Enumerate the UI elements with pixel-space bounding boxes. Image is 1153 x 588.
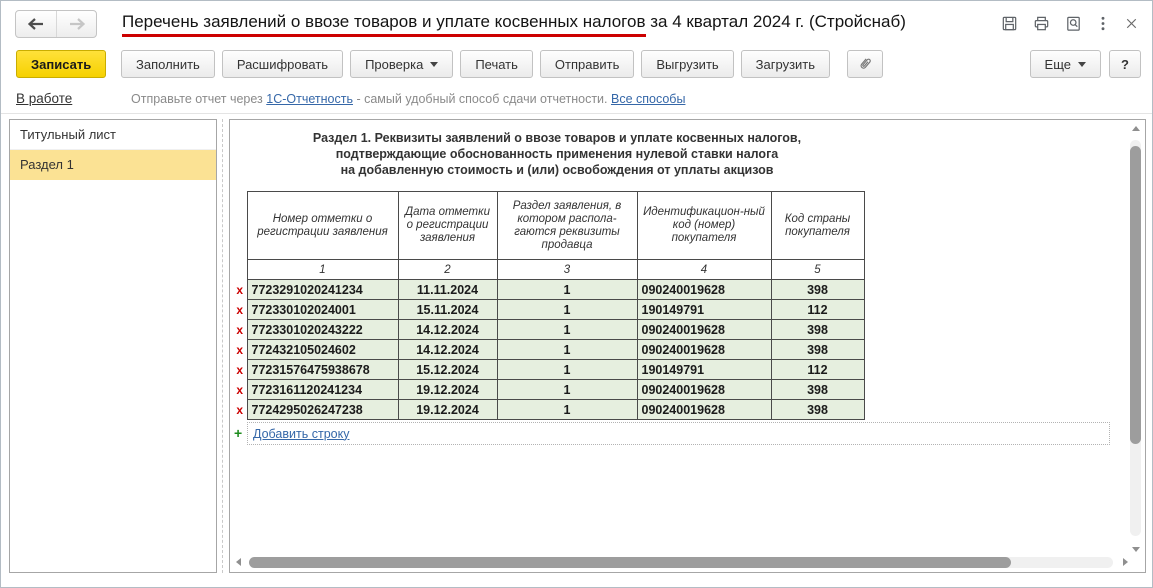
- col-number: 4: [637, 260, 771, 280]
- more-menu-button[interactable]: [1096, 14, 1110, 33]
- panel-splitter[interactable]: [222, 119, 223, 573]
- page-title: [122, 12, 906, 32]
- add-row-plus-icon: +: [234, 425, 243, 441]
- cell-country-code[interactable]: 112: [771, 360, 864, 380]
- cell-reg-date[interactable]: 15.12.2024: [398, 360, 497, 380]
- more-icon: [1096, 14, 1110, 33]
- toolbar-right: [1030, 50, 1141, 78]
- table-row: [233, 320, 864, 340]
- print-report-button[interactable]: Печать: [460, 50, 533, 78]
- table-row: [233, 360, 864, 380]
- forward-button[interactable]: [56, 11, 96, 37]
- table-row: [233, 400, 864, 420]
- sections-sidebar: [9, 119, 217, 573]
- save-document-button[interactable]: [1000, 14, 1019, 33]
- more-actions-label: Еще: [1044, 56, 1071, 72]
- scroll-left-arrow-icon[interactable]: [236, 558, 241, 566]
- col-header-section: Раздел заявления, в котором распола-гаются реквизиты продавца: [497, 192, 637, 260]
- table-header-row: [233, 192, 864, 260]
- close-window-button[interactable]: [1123, 15, 1140, 32]
- chevron-down-icon: [430, 62, 438, 67]
- cell-country-code[interactable]: 112: [771, 300, 864, 320]
- cell-reg-date[interactable]: 14.12.2024: [398, 340, 497, 360]
- cell-section[interactable]: 1: [497, 360, 637, 380]
- preview-icon: [1064, 14, 1083, 33]
- horizontal-scrollbar: [236, 556, 1128, 569]
- toolbar-buttons: [121, 50, 883, 78]
- cell-country-code[interactable]: 398: [771, 280, 864, 300]
- cell-reg-number[interactable]: 77231576475938678: [247, 360, 398, 380]
- check-button-label: Проверка: [365, 56, 424, 72]
- section-title-line1: Раздел 1. Реквизиты заявлений о ввозе товаров и уплате косвенных налогов,: [312, 131, 802, 145]
- chevron-down-icon: [1078, 62, 1086, 67]
- vertical-scroll-thumb[interactable]: [1130, 146, 1141, 444]
- cell-reg-number[interactable]: 7723291020241234: [247, 280, 398, 300]
- table-row: [233, 280, 864, 300]
- cell-buyer-id[interactable]: 090240019628: [637, 280, 771, 300]
- cell-country-code[interactable]: 398: [771, 340, 864, 360]
- cell-buyer-id[interactable]: 090240019628: [637, 380, 771, 400]
- section-1-panel: [229, 119, 1146, 573]
- promo-prefix: Отправьте отчет через: [131, 92, 267, 106]
- applications-table: [233, 191, 865, 420]
- import-button[interactable]: Загрузить: [741, 50, 830, 78]
- col-number: 5: [771, 260, 864, 280]
- page-title-suffix: за 4 квартал 2024 г. (Стройснаб): [645, 12, 906, 31]
- nav-group: [15, 10, 97, 38]
- table-row: [233, 340, 864, 360]
- delete-row-button[interactable]: x: [236, 302, 244, 317]
- table-row: [233, 300, 864, 320]
- cell-buyer-id[interactable]: 190149791: [637, 360, 771, 380]
- sidebar-item-section-1[interactable]: Раздел 1: [10, 150, 216, 180]
- save-button[interactable]: Записать: [16, 50, 106, 78]
- help-button[interactable]: ?: [1109, 50, 1141, 78]
- statusbar: [1, 85, 1152, 114]
- cell-section[interactable]: 1: [497, 300, 637, 320]
- fill-button[interactable]: Заполнить: [121, 50, 215, 78]
- page-title-main: Перечень заявлений о ввозе товаров и уплате косвенных налогов: [122, 12, 646, 37]
- delete-row-button[interactable]: x: [236, 402, 244, 417]
- cell-reg-date[interactable]: 19.12.2024: [398, 400, 497, 420]
- cell-reg-number[interactable]: 772330102024001: [247, 300, 398, 320]
- cell-buyer-id[interactable]: 090240019628: [637, 400, 771, 420]
- horizontal-scroll-thumb[interactable]: [249, 557, 1011, 568]
- cell-buyer-id[interactable]: 090240019628: [637, 320, 771, 340]
- cell-section[interactable]: 1: [497, 320, 637, 340]
- scroll-right-arrow-icon[interactable]: [1123, 558, 1128, 566]
- promo-text: [131, 92, 685, 106]
- delete-row-button[interactable]: x: [236, 282, 244, 297]
- close-icon: [1123, 15, 1140, 32]
- attachments-button[interactable]: [847, 50, 883, 78]
- cell-reg-date[interactable]: 14.12.2024: [398, 320, 497, 340]
- cell-reg-date[interactable]: 11.11.2024: [398, 280, 497, 300]
- 1c-reporting-link[interactable]: 1С-Отчетность: [266, 92, 353, 106]
- cell-country-code[interactable]: 398: [771, 380, 864, 400]
- promo-middle: - самый удобный способ сдачи отчетности.: [352, 92, 611, 106]
- cell-section[interactable]: 1: [497, 280, 637, 300]
- forward-arrow-icon: [67, 17, 87, 31]
- delete-row-button[interactable]: x: [236, 342, 244, 357]
- col-number: 2: [398, 260, 497, 280]
- section-title-line2: подтверждающие обоснованность применения нулевой ставки налога: [335, 147, 779, 161]
- cell-reg-number[interactable]: 7724295026247238: [247, 400, 398, 420]
- report-state-link[interactable]: В работе: [16, 91, 73, 106]
- sidebar-item-title-page[interactable]: Титульный лист: [10, 120, 216, 150]
- add-row-area: [234, 422, 1110, 445]
- col-header-buyer-id: Идентификацион-ный код (номер) покупателя: [637, 192, 771, 260]
- section-title-line3: на добавленную стоимость и (или) освобождения от уплаты акцизов: [340, 163, 774, 177]
- check-button[interactable]: [350, 50, 453, 78]
- delete-row-button[interactable]: x: [236, 362, 244, 377]
- cell-reg-date[interactable]: 15.11.2024: [398, 300, 497, 320]
- vertical-scrollbar: [1130, 126, 1142, 552]
- send-button[interactable]: Отправить: [540, 50, 634, 78]
- cell-reg-number[interactable]: 772432105024602: [247, 340, 398, 360]
- decrypt-button[interactable]: Расшифровать: [222, 50, 343, 78]
- all-methods-link[interactable]: Все способы: [610, 92, 686, 106]
- column-numbers-row: [233, 260, 864, 280]
- toolbar: [1, 47, 1152, 83]
- print-icon: [1032, 14, 1051, 33]
- section-title: [247, 130, 867, 178]
- table-row: [233, 380, 864, 400]
- paperclip-icon: [856, 55, 874, 73]
- preview-button[interactable]: [1064, 14, 1083, 33]
- back-arrow-icon: [26, 17, 46, 31]
- scroll-down-arrow-icon[interactable]: [1132, 547, 1140, 552]
- cell-reg-number[interactable]: 7723161120241234: [247, 380, 398, 400]
- print-button[interactable]: [1032, 14, 1051, 33]
- export-button[interactable]: Выгрузить: [641, 50, 733, 78]
- cell-section[interactable]: 1: [497, 380, 637, 400]
- col-number: 1: [247, 260, 398, 280]
- delete-row-button[interactable]: x: [236, 322, 244, 337]
- col-header-reg-number: Номер отметки о регистрации заявления: [247, 192, 398, 260]
- col-header-reg-date: Дата отметки о регистрации заявления: [398, 192, 497, 260]
- titlebar-actions: [1000, 14, 1140, 33]
- cell-buyer-id[interactable]: 190149791: [637, 300, 771, 320]
- save-icon: [1000, 14, 1019, 33]
- col-header-country-code: Код страны покупателя: [771, 192, 864, 260]
- cell-reg-number[interactable]: 7723301020243222: [247, 320, 398, 340]
- cell-buyer-id[interactable]: 090240019628: [637, 340, 771, 360]
- col-number: 3: [497, 260, 637, 280]
- cell-country-code[interactable]: 398: [771, 320, 864, 340]
- cell-reg-date[interactable]: 19.12.2024: [398, 380, 497, 400]
- back-button[interactable]: [16, 11, 56, 37]
- delete-row-button[interactable]: x: [236, 382, 244, 397]
- cell-section[interactable]: 1: [497, 340, 637, 360]
- more-actions-button[interactable]: [1030, 50, 1101, 78]
- cell-section[interactable]: 1: [497, 400, 637, 420]
- add-row-link[interactable]: Добавить строку: [253, 426, 350, 441]
- scroll-up-arrow-icon[interactable]: [1132, 126, 1140, 131]
- cell-country-code[interactable]: 398: [771, 400, 864, 420]
